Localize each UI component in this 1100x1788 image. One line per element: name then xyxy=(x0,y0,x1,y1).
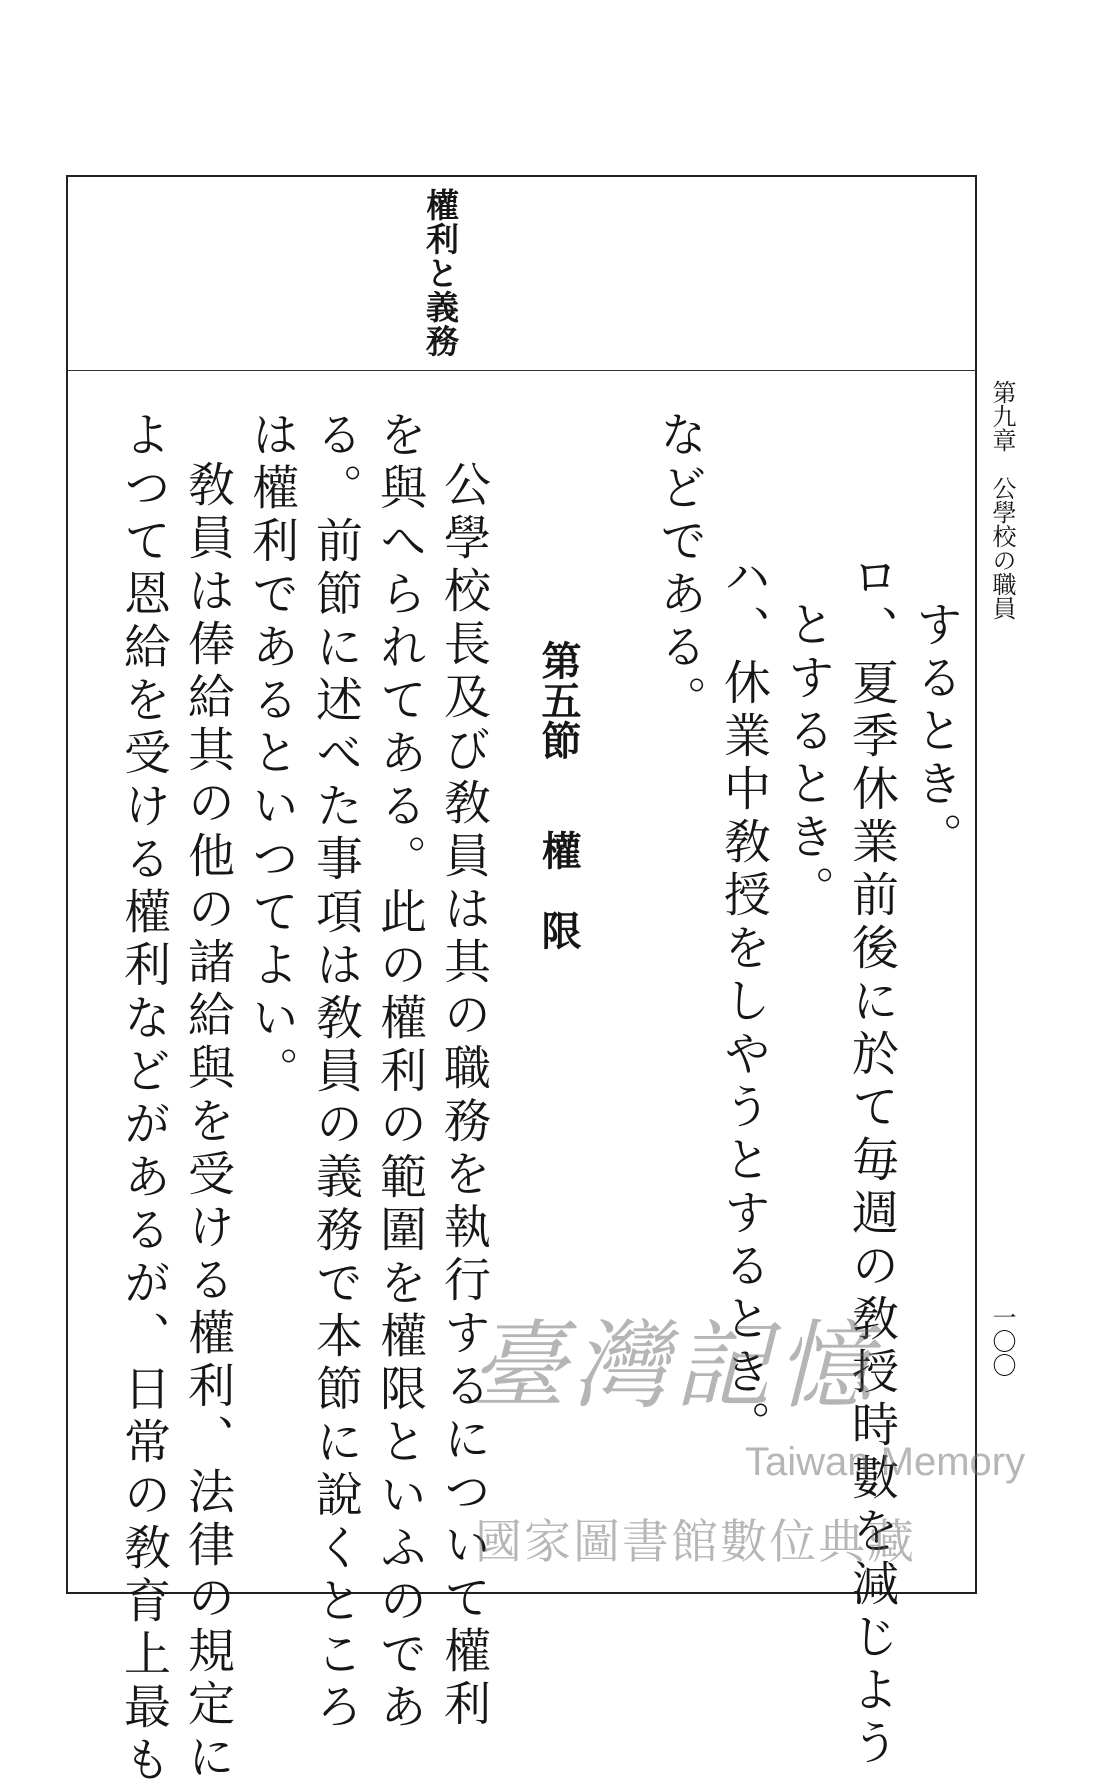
text-column: を與へられてある。此の權利の範圍を權限といふのであ xyxy=(372,410,427,1735)
running-title: 第九章 公學校の職員 xyxy=(988,380,1016,620)
text-column: などである。 xyxy=(652,410,707,728)
frame-left-border xyxy=(66,175,68,1594)
headnote: 權利と義務 xyxy=(421,188,460,358)
text-column: よつて恩給を受ける權利などがあるが、日常の敎育上最も xyxy=(116,410,171,1788)
frame-right-border xyxy=(975,175,977,1594)
text-column: 公學校長及び敎員は其の職務を執行するについて權利 xyxy=(436,460,491,1732)
text-column: は權利であるといつてよい。 xyxy=(244,410,299,1099)
page-number: 一〇〇 xyxy=(988,1305,1016,1377)
text-column: る。前節に述べた事項は敎員の義務で本節に說くところ xyxy=(308,410,363,1735)
watermark-library: 國家圖書館數位典藏 xyxy=(475,1515,916,1568)
headnote-divider xyxy=(66,370,976,371)
watermark-logo: 臺灣記憶 xyxy=(470,1310,878,1422)
text-column: とするとき。 xyxy=(780,600,835,918)
text-column: 敎員は俸給其の他の諸給與を受ける權利、法律の規定に xyxy=(180,460,235,1785)
text-column: するとき。 xyxy=(908,600,963,865)
section-title: 權 限 xyxy=(535,830,582,950)
frame-top-border xyxy=(66,175,976,177)
watermark-english: Taiwan Memory xyxy=(745,1440,1026,1484)
section-number: 第五節 xyxy=(535,640,582,760)
text-column: ハ、休業中敎授をしやうとするとき。 xyxy=(716,552,771,1453)
text-column: ロ、夏季休業前後に於て毎週の敎授時數を減じよう xyxy=(844,552,899,1771)
